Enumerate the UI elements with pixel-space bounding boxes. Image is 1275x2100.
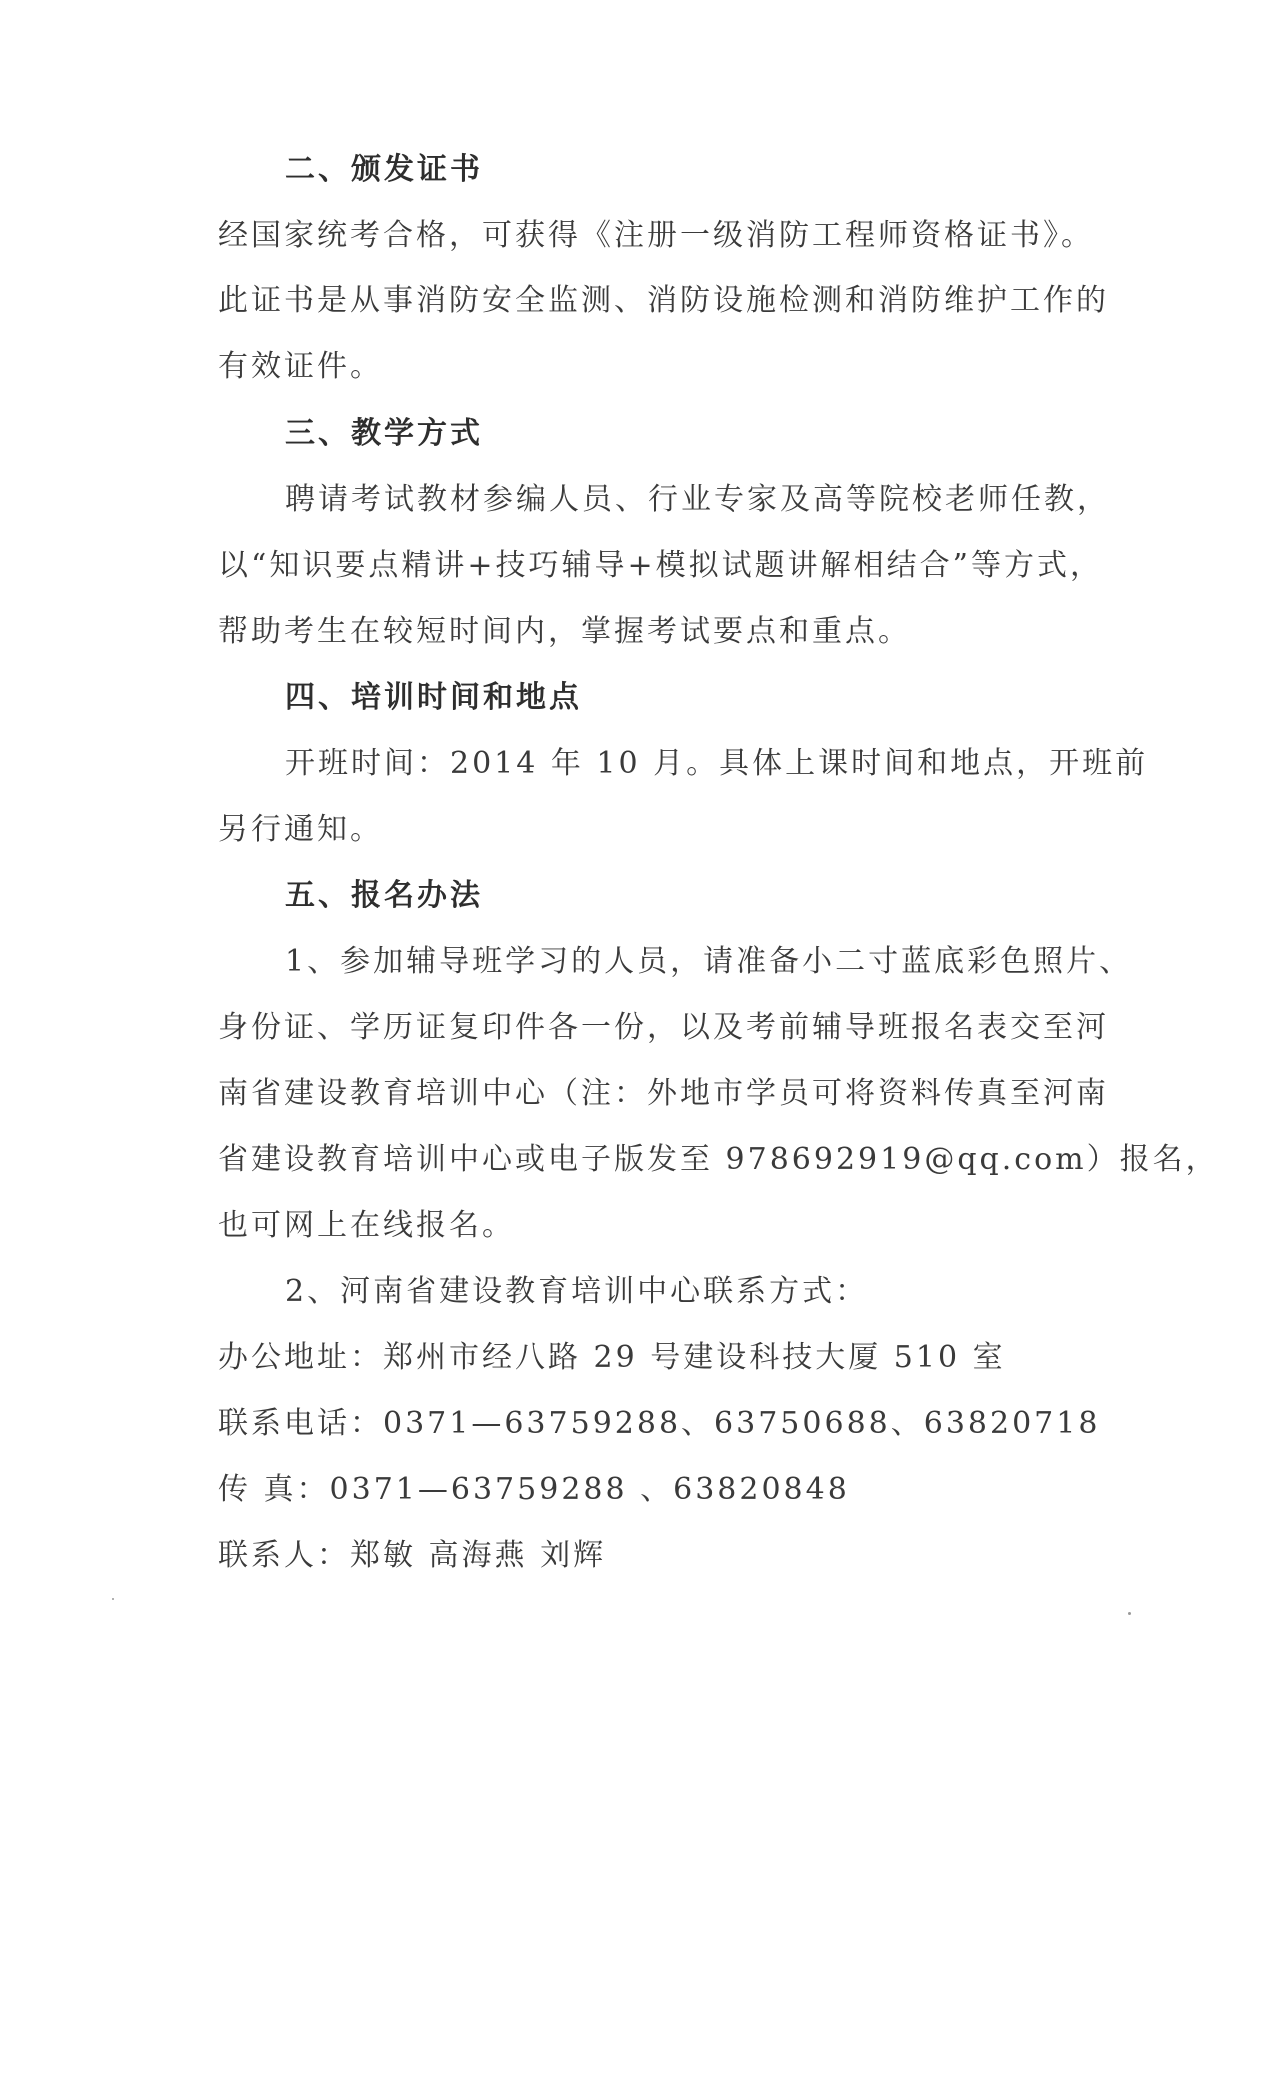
contact-address: 办公地址：郑州市经八路 29 号建设科技大厦 510 室 [218,1340,1006,1375]
section-3-line-3: 帮助考生在较短时间内，掌握考试要点和重点。 [218,614,911,649]
section-5-item-1-line-3: 南省建设教育培训中心（注：外地市学员可将资料传真至河南 [218,1076,1109,1111]
scan-speck [112,1598,114,1600]
section-2-heading: 二、颁发证书 [285,152,483,187]
contact-fax: 传 真：0371—63759288 、63820848 [218,1472,850,1507]
section-4-line-2: 另行通知。 [218,812,383,847]
section-4-line-1: 开班时间：2014 年 10 月。具体上课时间和地点，开班前 [285,746,1149,781]
section-2-line-2: 此证书是从事消防安全监测、消防设施检测和消防维护工作的 [218,283,1109,318]
section-3-line-2: 以“知识要点精讲+技巧辅导+模拟试题讲解相结合”等方式， [218,548,1103,583]
section-3-heading: 三、教学方式 [285,416,483,451]
section-5-item-1-line-4: 省建设教育培训中心或电子版发至 978692919@qq.com）报名， [218,1142,1219,1177]
section-2-line-3: 有效证件。 [218,349,383,384]
section-5-heading: 五、报名办法 [285,878,483,913]
section-5-item-1-line-5: 也可网上在线报名。 [218,1208,515,1243]
contact-persons: 联系人：郑敏 高海燕 刘辉 [218,1538,607,1573]
section-5-item-2: 2、河南省建设教育培训中心联系方式： [285,1274,869,1309]
section-4-heading: 四、培训时间和地点 [285,680,582,715]
section-3-line-1: 聘请考试教材参编人员、行业专家及高等院校老师任教， [285,482,1110,517]
section-5-item-1-line-1: 1、参加辅导班学习的人员，请准备小二寸蓝底彩色照片、 [285,944,1133,979]
section-2-line-1: 经国家统考合格，可获得《注册一级消防工程师资格证书》。 [218,218,1094,253]
contact-phone: 联系电话：0371—63759288、63750688、63820718 [218,1406,1101,1441]
scan-speck [1128,1612,1131,1615]
section-5-item-1-line-2: 身份证、学历证复印件各一份，以及考前辅导班报名表交至河 [218,1010,1109,1045]
